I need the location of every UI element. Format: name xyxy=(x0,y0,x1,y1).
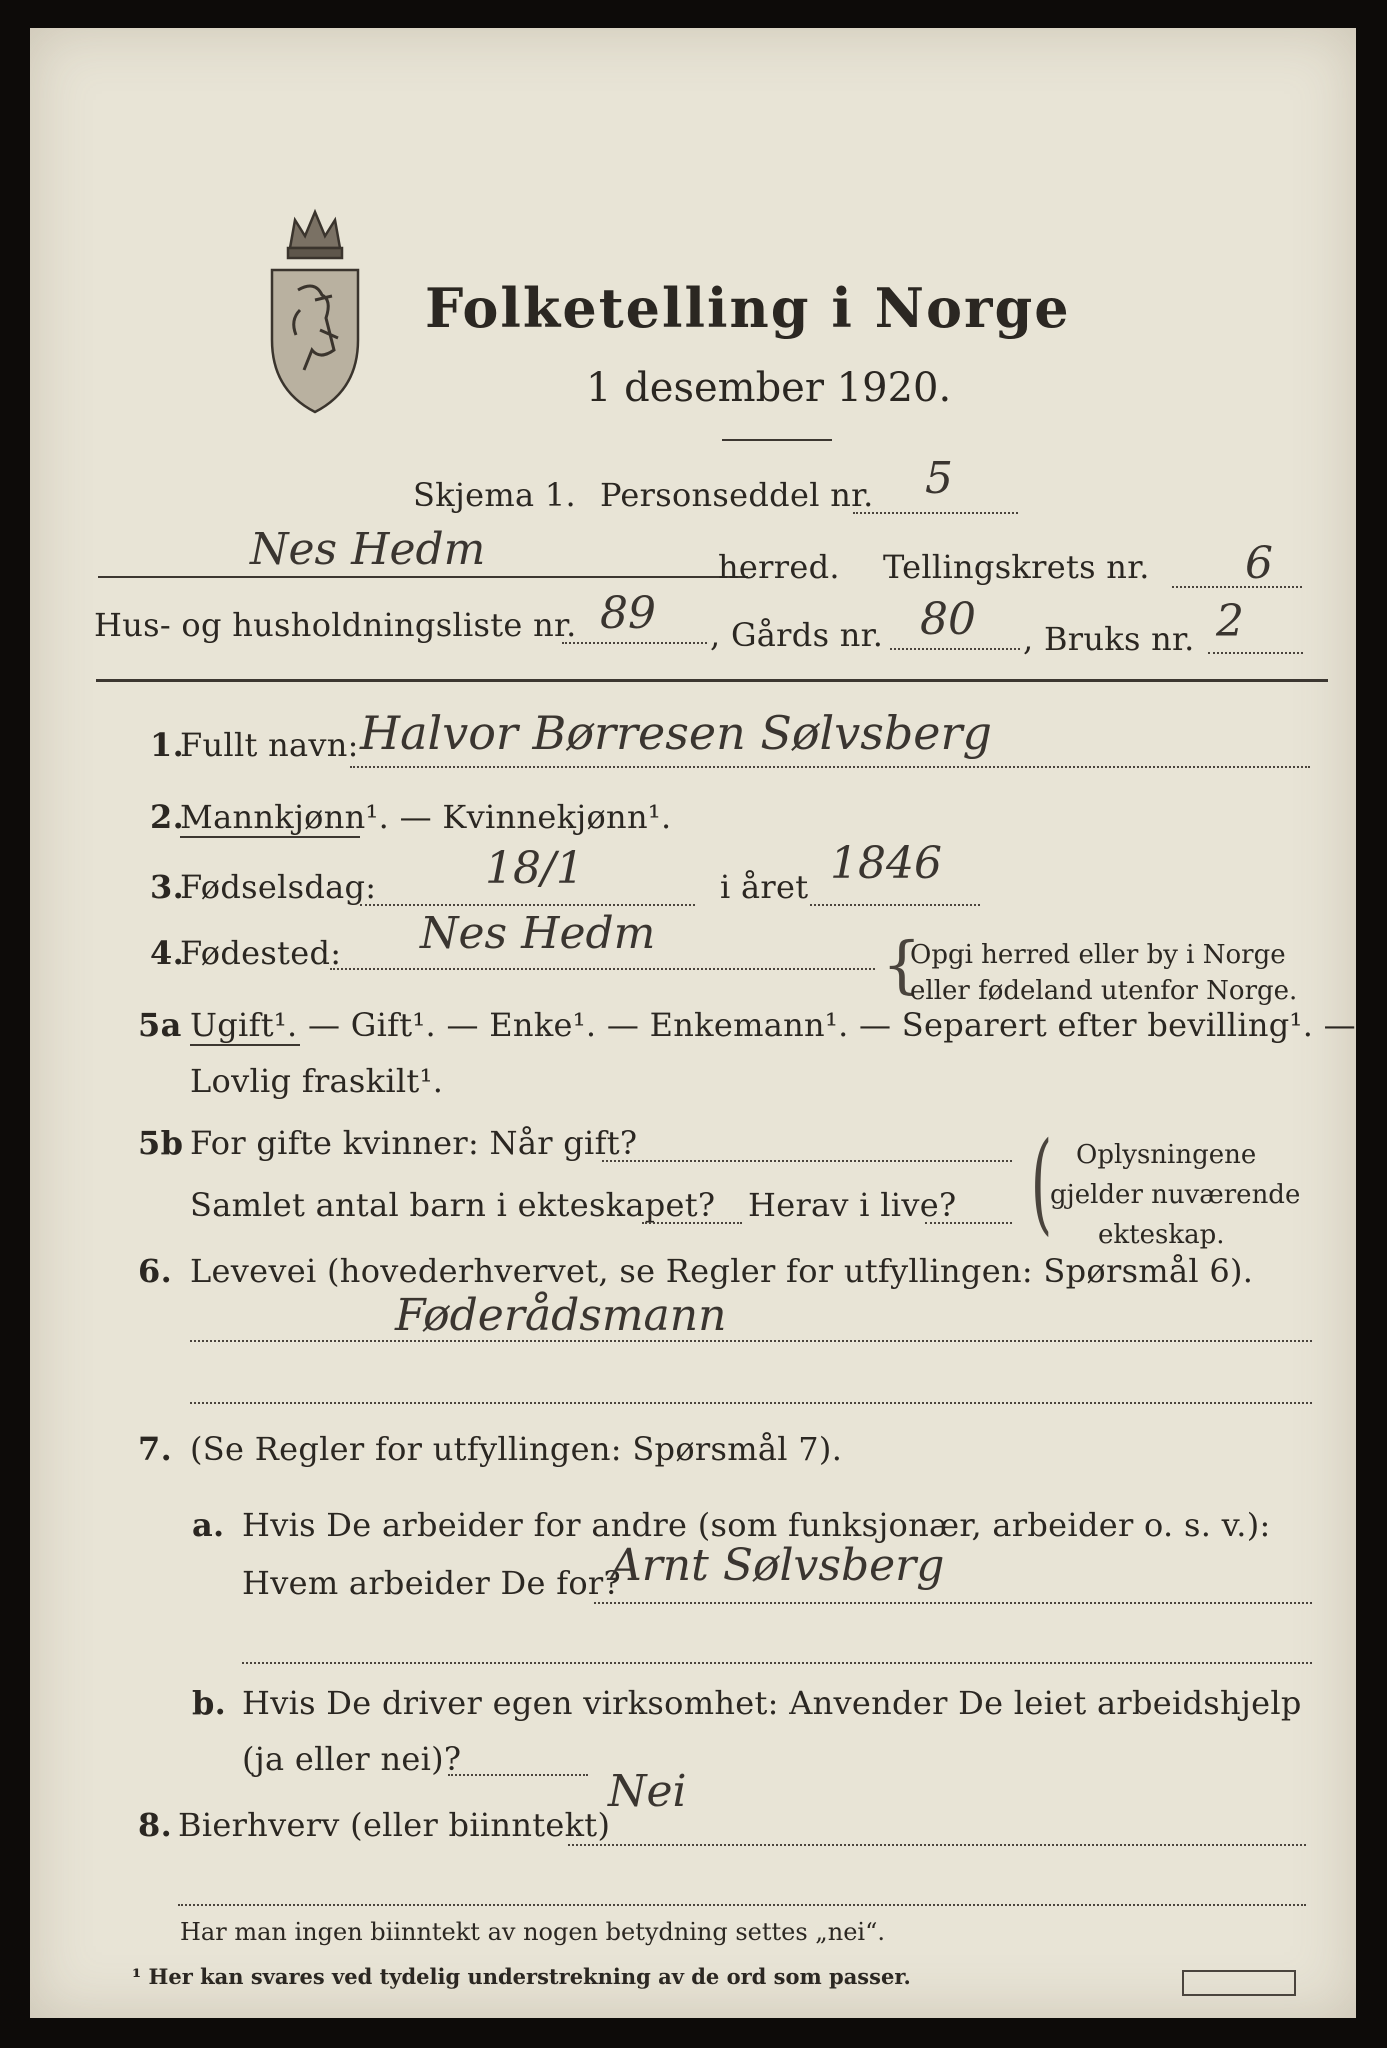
q8-value[interactable]: Nei xyxy=(608,1766,687,1817)
q5b-line2: Samlet antal barn i ekteskapet? xyxy=(190,1186,716,1224)
q4-note-line1: Opgi herred eller by i Norge xyxy=(910,940,1286,970)
q7b-line1: Hvis De driver egen virksomhet: Anvender De leiet arbeidshjelp xyxy=(242,1684,1302,1722)
q7a-line1: Hvis De arbeider for andre (som funksjonær, arbeider o. s. v.): xyxy=(242,1506,1271,1544)
census-date: 1 desember 1920. xyxy=(586,365,952,411)
q5b-line1: For gifte kvinner: Når gift? xyxy=(190,1124,638,1162)
q5a-label-line1: Ugift¹. — Gift¹. — Enke¹. — Enkemann¹. — Separert efter bevilling¹. — xyxy=(190,1006,1356,1044)
q4-number: 4. xyxy=(150,934,185,972)
q3-year-value[interactable]: 1846 xyxy=(830,838,942,889)
gards-value[interactable]: 80 xyxy=(920,594,976,645)
q1-line xyxy=(350,766,1310,768)
title-underline xyxy=(722,439,832,441)
tellingskrets-line xyxy=(1172,586,1302,588)
q7a-value[interactable]: Arnt Sølvsberg xyxy=(610,1540,945,1591)
q5b-children-line xyxy=(642,1222,742,1224)
schema-label: Skjema 1. xyxy=(413,476,576,514)
q7a-line xyxy=(594,1602,1312,1604)
q5b-note-line2: gjelder nuværende xyxy=(1050,1180,1301,1210)
q7a-extra-line xyxy=(242,1662,1312,1664)
q7b-number: b. xyxy=(192,1684,227,1722)
form-title: Folketelling i Norge xyxy=(425,276,1071,340)
hus-value[interactable]: 89 xyxy=(600,588,656,639)
q8-extra-line xyxy=(178,1904,1306,1906)
q4-value[interactable]: Nes Hedm xyxy=(420,908,656,959)
q5b-number: 5b xyxy=(138,1124,184,1162)
q2-selection-underline xyxy=(180,836,360,838)
printer-stamp xyxy=(1182,1970,1296,1996)
herred-line xyxy=(98,576,748,578)
q5a-number: 5a xyxy=(138,1006,182,1044)
q3-year-line xyxy=(810,904,980,906)
section-divider xyxy=(96,679,1328,682)
q3-line xyxy=(360,904,695,906)
q5a-selection-underline xyxy=(190,1044,300,1046)
q1-label: Fullt navn: xyxy=(180,726,359,764)
q5b-alive-line xyxy=(925,1222,1012,1224)
personseddel-value[interactable]: 5 xyxy=(925,453,953,504)
tellingskrets-label: Tellingskrets nr. xyxy=(883,548,1150,586)
q7b-line xyxy=(448,1774,588,1776)
footnote: ¹ Her kan svares ved tydelig understrekning av de ord som passer. xyxy=(132,1964,911,1989)
q7-number: 7. xyxy=(138,1430,173,1468)
tellingskrets-value[interactable]: 6 xyxy=(1245,538,1273,589)
bruks-label: , Bruks nr. xyxy=(1023,620,1195,658)
q5b-note-line1: Oplysningene xyxy=(1076,1140,1257,1170)
q4-note-line2: eller fødeland utenfor Norge. xyxy=(910,976,1298,1006)
bruks-line xyxy=(1208,652,1303,654)
q6-number: 6. xyxy=(138,1252,173,1290)
q4-line xyxy=(330,968,875,970)
footer-note: Har man ingen biinntekt av nogen betydning settes „nei“. xyxy=(180,1918,885,1946)
herred-label: herred. xyxy=(718,548,840,586)
q5b-married-line xyxy=(602,1160,1012,1162)
q2-number: 2. xyxy=(150,798,185,836)
q2-label: Mannkjønn¹. — Kvinnekjønn¹. xyxy=(180,798,672,836)
q5b-note-brace: ( xyxy=(1030,1118,1053,1246)
q5a-label-line2: Lovlig fraskilt¹. xyxy=(190,1062,444,1100)
q5b-line2b: Herav i live? xyxy=(748,1186,957,1224)
hus-line xyxy=(562,642,707,644)
bruks-value[interactable]: 2 xyxy=(1216,596,1244,647)
q1-number: 1. xyxy=(150,726,185,764)
herred-value[interactable]: Nes Hedm xyxy=(250,524,486,575)
gards-label: , Gårds nr. xyxy=(710,616,884,654)
q3-year-label: i året xyxy=(720,868,809,906)
q3-label: Fødselsdag: xyxy=(180,868,377,906)
q7b-line2: (ja eller nei)? xyxy=(242,1740,462,1778)
q4-note-brace: { xyxy=(882,928,922,1001)
q7-label: (Se Regler for utfyllingen: Spørsmål 7). xyxy=(190,1430,843,1468)
q8-line xyxy=(568,1844,1306,1846)
coat-of-arms-icon xyxy=(260,200,370,420)
q3-value[interactable]: 18/1 xyxy=(485,843,584,894)
q6-line1 xyxy=(190,1340,1312,1342)
q4-label: Fødested: xyxy=(180,934,342,972)
personseddel-label: Personseddel nr. xyxy=(600,476,874,514)
q7a-line2: Hvem arbeider De for? xyxy=(242,1564,621,1602)
q3-number: 3. xyxy=(150,868,185,906)
q6-line2 xyxy=(190,1402,1312,1404)
q8-number: 8. xyxy=(138,1806,173,1844)
hus-label: Hus- og husholdningsliste nr. xyxy=(94,606,577,644)
q6-label: Levevei (hovederhvervet, se Regler for utfyllingen: Spørsmål 6). xyxy=(190,1252,1254,1290)
census-form-page xyxy=(30,28,1356,2018)
gards-line xyxy=(890,648,1020,650)
q1-value[interactable]: Halvor Børresen Sølvsberg xyxy=(360,706,992,760)
q5b-note-line3: ekteskap. xyxy=(1098,1220,1225,1250)
q8-label: Bierhverv (eller biinntekt) xyxy=(178,1806,611,1844)
q6-value[interactable]: Føderådsmann xyxy=(395,1290,727,1341)
q7a-number: a. xyxy=(192,1506,225,1544)
personseddel-line xyxy=(853,512,1018,514)
